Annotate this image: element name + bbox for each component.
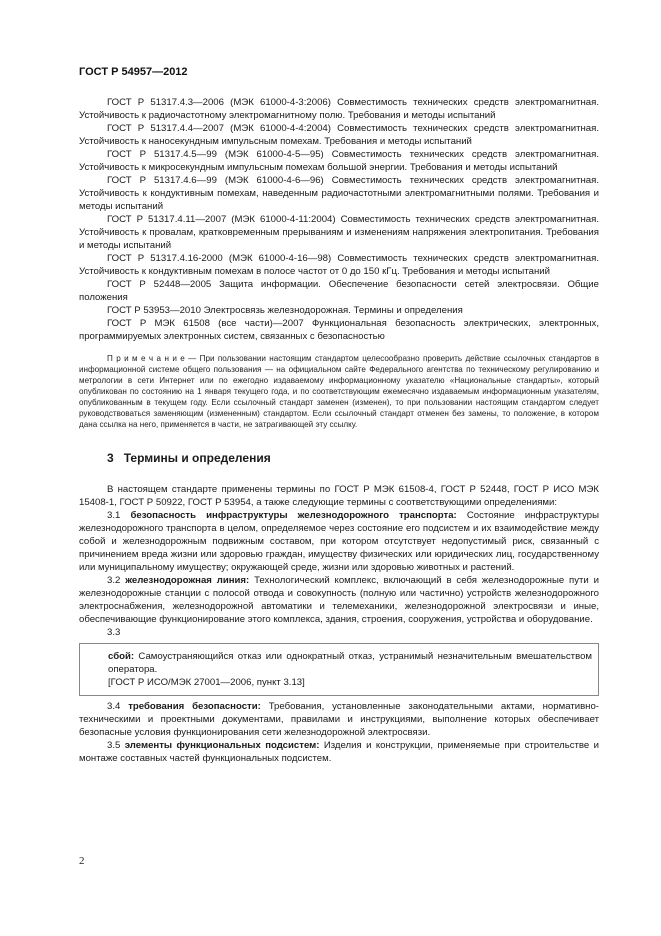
reference-item: ГОСТ Р 51317.4.5—99 (МЭК 61000-4-5—95) Совместимость технических средств электромагнитная. Устойчивость к микросекундным импульсным помехам большой энергии. Требования и методы испытаний [79, 149, 599, 173]
term-name: безопасность инфраструктуры железнодорожного транспорта: [130, 510, 457, 521]
term-number: 3.1 [107, 510, 121, 521]
term-entry [79, 509, 599, 574]
page-number: 2 [79, 855, 85, 867]
term-box [79, 643, 599, 696]
section-number: 3 [107, 451, 114, 465]
intro-paragraph: В настоящем стандарте применены термины по ГОСТ Р МЭК 61508-4, ГОСТ Р 52448, ГОСТ Р ИСО МЭК 15408-1, ГОСТ Р 50922, ГОСТ Р 53954, а также следующие термины с соответствующими определениями: [79, 484, 599, 508]
term-name: требования безопасности: [128, 701, 261, 712]
document-header: ГОСТ Р 54957—2012 [79, 66, 188, 78]
term-entry [108, 650, 592, 676]
note-paragraph: П р и м е ч а н и е — При пользовании настоящим стандартом целесообразно проверить действие ссылочных стандартов в информационной системе общего пользования — на официальном сайте Федерального агентства по техническому регулированию и метрологии в сети Интернет или по ежегодно издаваемому информационному указателю «Национальные стандарты», который опубликован по состоянию на 1 января текущего года, и по соответствующим ежемесячно издаваемым информационным указателям, опубликованным в текущем году. Если ссылочный стандарт заменен (изменен), то при пользовании настоящим стандартом следует руководствоваться заменяющим (измененным) стандартом. Если ссылочный стандарт отменен без замены, то положение, в котором дана ссылка на него, применяется в части, не затрагивающей эту ссылку. [79, 354, 599, 429]
term-name: сбой: [108, 651, 135, 662]
term-definition: Требования, установленные законодательными актами, нормативно-техническими и проектными документами, правилами и инструкциями, выполнение которых обеспечивает безопасные условия функционирования сети железнодорожной электросвязи. [79, 701, 599, 738]
term-number-line: 3.3 [107, 627, 121, 638]
term-source: [ГОСТ Р ИСО/МЭК 27001—2006, пункт 3.13] [108, 677, 305, 688]
document-body [79, 96, 599, 765]
term-entry [79, 739, 599, 765]
term-name: железнодорожная линия: [125, 575, 250, 586]
reference-item: ГОСТ Р МЭК 61508 (все части)—2007 Функциональная безопасность электрических, электронных, программируемых электронных систем, связанных с безопасностью [79, 318, 599, 342]
term-definition: Состояние инфраструктуры железнодорожного транспорта в целом, определяемое через состояние его подсистем и их взаимодействие между собой и железнодорожным подвижным составом, при котором отсутствует недопустимый риск, связанный с причинением вреда жизни или здоровью граждан, имуществу физических или юридических лиц, государственному или муниципальному имуществу; окружающей среде, жизни или здоровью животных и растений. [79, 510, 599, 573]
reference-item: ГОСТ Р 51317.4.11—2007 (МЭК 61000-4-11:2004) Совместимость технических средств электромагнитная. Устойчивость к провалам, кратковременным прерываниям и изменениям напряжения электропитания. Требования и методы испытаний [79, 214, 599, 251]
term-entry [79, 574, 599, 626]
reference-item: ГОСТ Р 51317.4.16-2000 (МЭК 61000-4-16—98) Совместимость технических средств электромагнитная. Устойчивость к кондуктивным помехам в полосе частот от 0 до 150 кГц. Требования и методы испытаний [79, 253, 599, 277]
term-number: 3.4 [107, 701, 121, 712]
term-name: элементы функциональных подсистем: [124, 740, 320, 751]
section-title: Термины и определения [123, 451, 271, 465]
term-definition: Изделия и конструкции, применяемые при строительстве и монтаже составных частей функциональных подсистем. [79, 740, 599, 764]
section-heading [107, 452, 599, 465]
term-number: 3.5 [107, 740, 121, 751]
term-definition: Самоустраняющийся отказ или однократный отказ, устранимый незначительным вмешательством оператора. [108, 651, 592, 675]
reference-item: ГОСТ Р 53953—2010 Электросвязь железнодорожная. Термины и определения [107, 305, 463, 316]
reference-item: ГОСТ Р 51317.4.6—99 (МЭК 61000-4-6—96) Совместимость технических средств электромагнитная. Устойчивость к кондуктивным помехам, наведенным радиочастотными электромагнитными полями. Требования и методы испытаний [79, 175, 599, 212]
term-definition: Технологический комплекс, включающий в себя железнодорожные пути и железнодорожные станции с полосой отвода и совокупность (полную или частично) устройств железнодорожного электроснабжения, железнодорожной автоматики и телемеханики, железнодорожной электросвязи и иные, обеспечивающие функционирование этого комплекса, здания, строения, сооружения, устройства и оборудование. [79, 575, 599, 625]
reference-item: ГОСТ Р 51317.4.4—2007 (МЭК 61000-4-4:2004) Совместимость технических средств электромагнитная. Устойчивость к наносекундным импульсным помехам. Требования и методы испытаний [79, 123, 599, 147]
reference-item: ГОСТ Р 52448—2005 Защита информации. Обеспечение безопасности сетей электросвязи. Общие положения [79, 279, 599, 303]
term-entry [79, 700, 599, 739]
reference-item: ГОСТ Р 51317.4.3—2006 (МЭК 61000-4-3:2006) Совместимость технических средств электромагнитная. Устойчивость к радиочастотному электромагнитному полю. Требования и методы испытаний [79, 97, 599, 121]
term-number: 3.2 [107, 575, 121, 586]
